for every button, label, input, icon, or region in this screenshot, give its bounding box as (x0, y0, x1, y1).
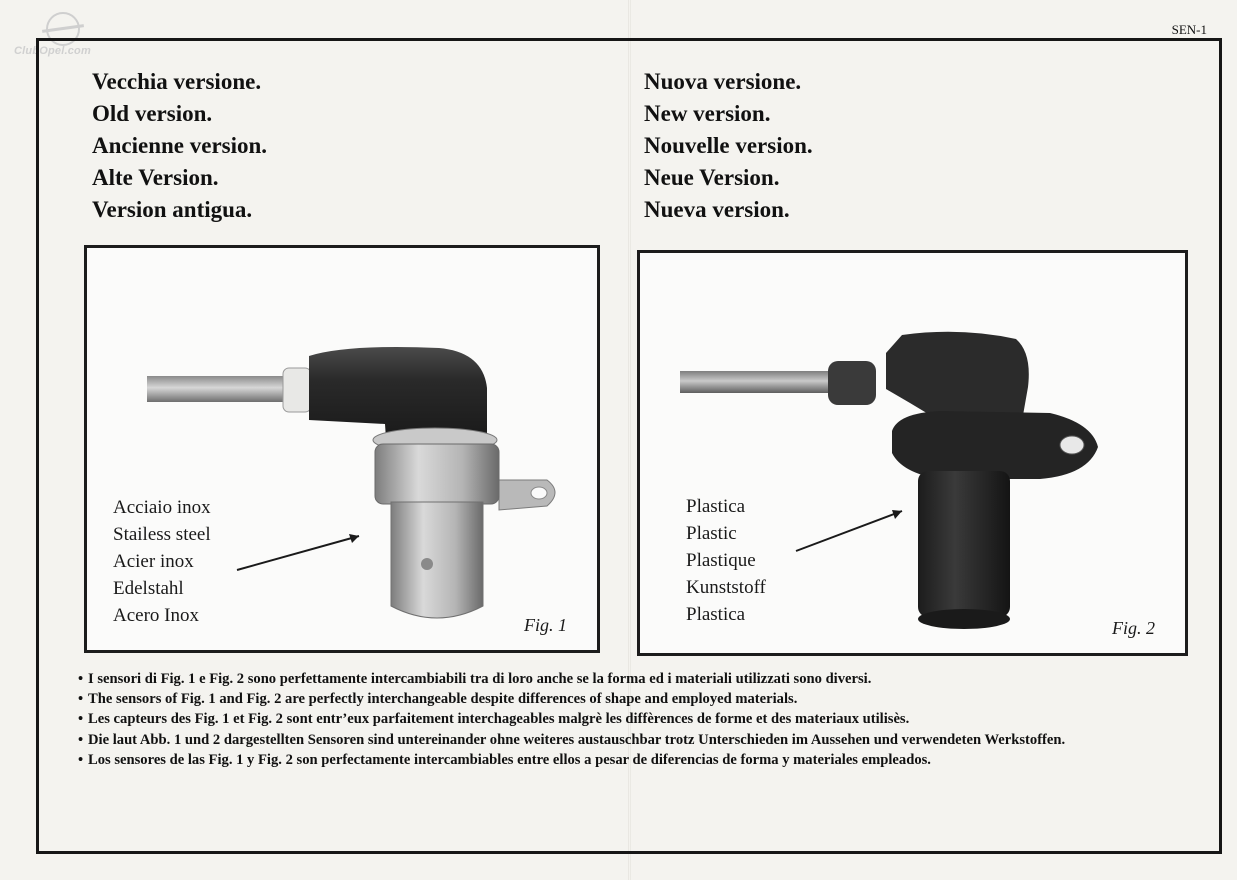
heading-line: Nuova versione. (644, 69, 802, 94)
material-callout (113, 494, 211, 629)
page-code: SEN-1 (1171, 22, 1207, 37)
note-english: • The sensors of Fig. 1 and Fig. 2 are perfectly interchangeable despite differences of shape and employed materials. (78, 689, 1188, 709)
heading-line: Old version. (92, 101, 213, 126)
material-label: Acier inox (113, 551, 194, 572)
figure-caption: Fig. 1 (524, 615, 567, 635)
material-label: Edelstahl (113, 578, 184, 599)
note-spanish: • Los sensores de las Fig. 1 y Fig. 2 son perfectamente intercambiables entre ellos a pesar de diferencias de forma y materiales empleados. (78, 750, 1188, 770)
watermark-text: ClubOpel.com (14, 45, 91, 57)
heading-line: Nueva version. (644, 197, 790, 222)
note-german: • Die laut Abb. 1 und 2 dargestellten Sensoren sind untereinander ohne weiteres austauschbar trotz Unterschieden im Aussehen und verwendeten Werkstoffen. (78, 730, 1188, 750)
material-label: Plastica (686, 496, 746, 517)
figure-caption: Fig. 2 (1112, 618, 1155, 638)
heading-line: Neue Version. (644, 165, 780, 190)
heading-line: Alte Version. (92, 165, 219, 190)
material-label: Acero Inox (113, 605, 199, 626)
note-italian: • I sensori di Fig. 1 e Fig. 2 sono perfettamente intercambiabili tra di loro anche se la forma ed i materiali utilizzati sono diversi. (78, 669, 1188, 689)
heading-line: Ancienne version. (92, 133, 268, 158)
material-label: Plastic (686, 523, 737, 544)
material-label: Acciaio inox (113, 497, 211, 518)
figure-2-photo (637, 250, 1188, 656)
heading-line: Vecchia versione. (92, 69, 262, 94)
new-version-heading (644, 66, 813, 226)
interchangeability-notes (78, 669, 1188, 770)
figure-1-photo (84, 245, 600, 653)
material-label: Plastica (686, 604, 746, 625)
heading-line: New version. (644, 101, 771, 126)
material-label: Plastique (686, 550, 756, 571)
note-french: • Les capteurs des Fig. 1 et Fig. 2 sont entr’eux parfaitement interchageables malgrè les diffèrences de forme et des materiaux utilisès. (78, 709, 1188, 729)
material-label: Kunststoff (686, 577, 766, 598)
old-version-heading (92, 66, 267, 226)
material-label: Stailess steel (113, 524, 211, 545)
heading-line: Nouvelle version. (644, 133, 813, 158)
heading-line: Version antigua. (92, 197, 253, 222)
material-callout (686, 493, 766, 628)
